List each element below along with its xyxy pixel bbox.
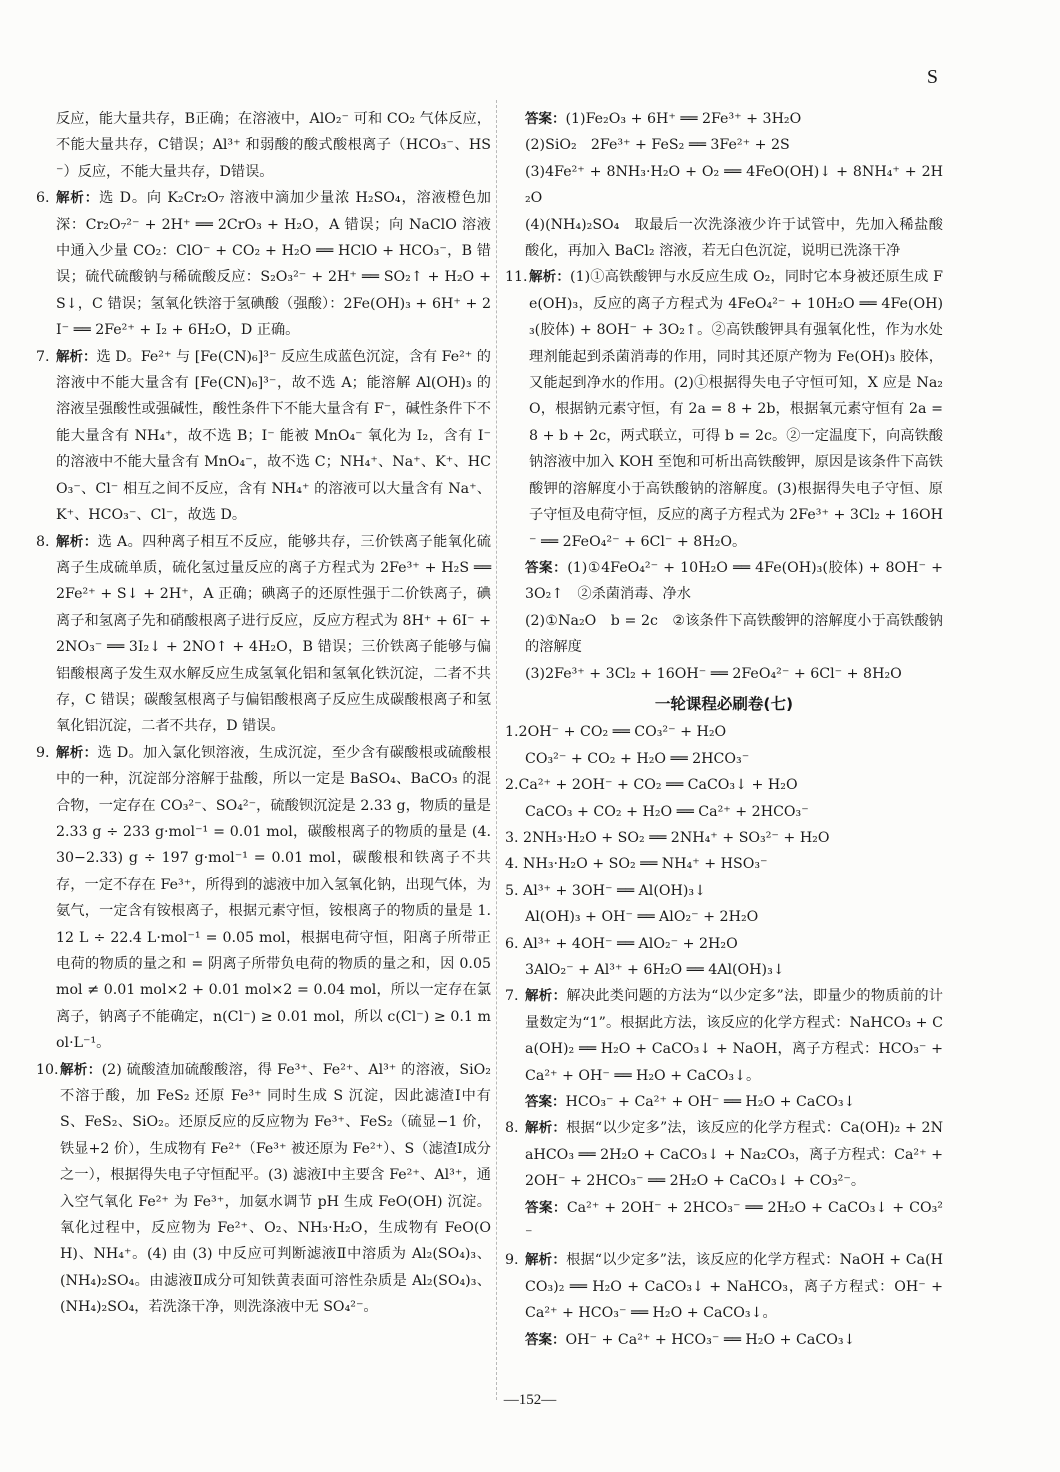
question-11-answer	[505, 555, 943, 687]
answer-label: 答案：	[525, 1331, 566, 1348]
equation-line: Al(OH)₃ + OH⁻ ══ AlO₂⁻ + 2H₂O	[525, 909, 759, 926]
analysis-label: 解析：	[56, 348, 97, 365]
equation-line: CO₃²⁻ + CO₂ + H₂O ══ 2HCO₃⁻	[525, 750, 750, 767]
analysis-text: (1)①高铁酸钾与水反应生成 O₂，同时它本身被还原生成 Fe(OH)₃，反应的离子方程式为 4FeO₄²⁻ + 10H₂O ══ 4Fe(OH)₃(胶体) + 8OH⁻ + 3O₂↑。②高铁酸钾具有强氧化性，作为水处理剂能起到杀菌消毒的作用，同时其还原产物为 Fe(OH)₃ 胶体，又能起到净水的作用。(2)①根据得失电子守恒可知，X 应是 Na₂O，根据钠元素守恒，有 2a = 8 + 2b，根据氧元素守恒有 2a = 8 + b + 2c，两式联立，可得 b = 2c。②一定温度下，向高铁酸钠溶液中加入 KOH 至饱和可析出高铁酸钾，原因是该条件下高铁酸钾的溶解度小于高铁酸钠的溶解度。(3)根据得失电子守恒、原子守恒及电荷守恒，反应的离子方程式为 2Fe³⁺ + 3Cl₂ + 16OH⁻ ══ 2FeO₄²⁻ + 6Cl⁻ + 8H₂O。	[529, 269, 944, 550]
analysis-text: 根据“以少定多”法，该反应的化学方程式：Ca(OH)₂ + 2NaHCO₃ ══ 2H₂O + CaCO₃↓ + Na₂CO₃，离子方程式：Ca²⁺ + 2OH⁻ + 2HCO₃⁻ ══ 2H₂O + CaCO₃↓ + CO₃²⁻。	[525, 1120, 943, 1190]
question-number: 6.	[36, 190, 50, 207]
left-column	[36, 106, 491, 1321]
answer-line: (2)①Na₂O b = 2c ②该条件下高铁酸钾的溶解度小于高铁酸钠的溶解度	[525, 612, 943, 656]
question-7-explanation	[36, 344, 491, 529]
answer-line: HCO₃⁻ + Ca²⁺ + OH⁻ ══ H₂O + CaCO₃↓	[565, 1094, 856, 1111]
analysis-text: 选 D。加入氯化钡溶液，生成沉淀，至少含有碳酸根或硫酸根中的一种，沉淀部分溶解于盐酸，所以一定是 BaSO₄、BaCO₃ 的混合物，一定存在 CO₃²⁻、SO₄²⁻，硫酸钡沉淀是 2.33 g，物质的量是 2.33 g ÷ 233 g·mol⁻¹ = 0.01 mol，碳酸根离子的物质的量是 (4.30−2.33) g ÷ 197 g·mol⁻¹ = 0.01 mol，碳酸根和铁离子不共存，一定不存在 Fe³⁺，所得到的滤液中加入氢氧化钠，出现气体，为氨气，一定含有铵根离子，根据元素守恒，铵根离子的物质的量是 1.12 L ÷ 22.4 L·mol⁻¹ = 0.05 mol，根据电荷守恒，阳离子所带正电荷的物质的量之和 = 阴离子所带负电荷的物质的量之和，因 0.05 mol ≠ 0.01 mol×2 + 0.01 mol×2 = 0.04 mol，所以一定存在氯离子，钠离子不能确定，n(Cl⁻) ≥ 0.01 mol，所以 c(Cl⁻) ≥ 0.1 mol·L⁻¹。	[56, 744, 492, 1052]
analysis-label: 解析：	[525, 1252, 567, 1269]
analysis-text: 解决此类问题的方法为“以少定多”法，即量少的物质前的计量数定为“1”。根据此方法，该反应的化学方程式：NaHCO₃ + Ca(OH)₂ ══ H₂O + CaCO₃↓ + NaOH，离子方程式：HCO₃⁻ + Ca²⁺ + OH⁻ ══ H₂O + CaCO₃↓。	[525, 988, 943, 1084]
equation-line: 3AlO₂⁻ + Al³⁺ + 6H₂O ══ 4Al(OH)₃↓	[525, 962, 785, 978]
question-number: 7.	[505, 988, 519, 1005]
analysis-text: 选 A。四种离子相互不反应，能够共存，三价铁离子能氧化硫离子生成硫单质，硫化氢过量反应的离子方程式为 2Fe³⁺ + H₂S ══ 2Fe²⁺ + S↓ + 2H⁺，A 正确；碘离子的还原性强于二价铁离子，碘离子和氢离子先和硝酸根离子进行反应，反应方程式为 8H⁺ + 6I⁻ + 2NO₃⁻ ══ 3I₂↓ + 2NO↑ + 4H₂O，B 错误；三价铁离子能够与偏铝酸根离子发生双水解反应生成氢氧化铝和氢氧化铁沉淀，二者不共存，C 错误；碳酸氢根离子与偏铝酸根离子反应生成碳酸根离子和氢氧化铝沉淀，二者不共存，D 错误。	[56, 533, 491, 735]
question-number: 8.	[505, 1120, 519, 1137]
answer-line: (4)(NH₄)₂SO₄ 取最后一次洗涤液少许于试管中，先加入稀盐酸酸化，再加入 BaCl₂ 溶液，若无白色沉淀，说明已洗涤干净	[525, 216, 943, 260]
question-10-answer	[505, 106, 943, 264]
question-10-explanation	[36, 1057, 491, 1321]
answer-label: 答案：	[525, 111, 566, 127]
analysis-text: 选 D。Fe²⁺ 与 [Fe(CN)₆]³⁻ 反应生成蓝色沉淀，含有 Fe²⁺ 的溶液中不能大量含有 [Fe(CN)₆]³⁻，故不选 A；能溶解 Al(OH)₃ 的溶液呈强酸性或强碱性，酸性条件下不能大量含有 F⁻，碱性条件下不能大量含有 NH₄⁺，故不选 B；I⁻ 能被 MnO₄⁻ 氧化为 I₂，含有 I⁻ 的溶液中不能大量含有 MnO₄⁻，故不选 C；NH₄⁺、Na⁺、K⁺、HCO₃⁻、Cl⁻ 相互之间不反应，含有 NH₄⁺ 的溶液可以大量含有 Na⁺、K⁺、HCO₃⁻、Cl⁻，故选 D。	[56, 348, 491, 524]
analysis-label: 解析：	[56, 190, 100, 207]
question-11-explanation	[505, 264, 943, 554]
answer-line: OH⁻ + Ca²⁺ + HCO₃⁻ ══ H₂O + CaCO₃↓	[565, 1331, 856, 1348]
answer-line: (3)2Fe³⁺ + 3Cl₂ + 16OH⁻ ══ 2FeO₄²⁻ + 6Cl⁻ + 8H₂O	[525, 665, 902, 682]
question-9-explanation	[505, 1247, 943, 1326]
question-6-explanation	[36, 185, 491, 343]
answer-label: 答案：	[525, 1094, 566, 1111]
answer-label: 答案：	[525, 1199, 567, 1216]
question-number: 9.	[36, 744, 50, 761]
question-number: 7.	[36, 348, 50, 365]
right-column	[505, 106, 943, 1353]
analysis-text: 根据“以少定多”法，该反应的化学方程式：NaOH + Ca(HCO₃)₂ ══ H₂O + CaCO₃↓ + NaHCO₃，离子方程式：OH⁻ + Ca²⁺ + HCO₃⁻ ══ H₂O + CaCO₃↓。	[525, 1252, 944, 1322]
equation-line: 6. Al³⁺ + 4OH⁻ ══ AlO₂⁻ + 2H₂O	[505, 935, 738, 952]
equation-line: 4. NH₃·H₂O + SO₂ ══ NH₄⁺ + HSO₃⁻	[505, 856, 768, 873]
analysis-label: 解析：	[60, 1061, 102, 1078]
page-number: —152—	[503, 1392, 557, 1408]
analysis-text: (2) 硫酸渣加硫酸酸溶，得 Fe³⁺、Fe²⁺、Al³⁺ 的溶液，SiO₂ 不溶于酸，加 FeS₂ 还原 Fe³⁺ 同时生成 S 沉淀，因此滤渣Ⅰ中有 S、FeS₂、SiO₂。还原反应的反应物为 Fe³⁺、FeS₂（硫显−1 价，铁显+2 价），生成物有 Fe²⁺（Fe³⁺ 被还原为 Fe²⁺）、S（滤渣Ⅰ成分之一），根据得失电子守恒配平。(3) 滤液Ⅰ中主要含 Fe²⁺、Al³⁺，通入空气氧化 Fe²⁺ 为 Fe³⁺，加氨水调节 pH 生成 FeO(OH) 沉淀。氧化过程中，反应物为 Fe²⁺、O₂、NH₃·H₂O，生成物有 FeO(OH)、NH₄⁺。(4) 由 (3) 中反应可判断滤液Ⅱ中溶质为 Al₂(SO₄)₃、(NH₄)₂SO₄。由滤液Ⅱ成分可知铁黄表面可溶性杂质是 Al₂(SO₄)₃、(NH₄)₂SO₄，若洗涤干净，则洗涤液中无 SO₄²⁻。	[60, 1061, 491, 1316]
analysis-label: 解析：	[529, 269, 571, 286]
answer-line: Ca²⁺ + 2OH⁻ + 2HCO₃⁻ ══ 2H₂O + CaCO₃↓ + CO₃²⁻	[525, 1199, 943, 1243]
question-7-explanation	[505, 983, 943, 1089]
analysis-label: 解析：	[56, 744, 98, 761]
answer-line: (1)①4FeO₄²⁻ + 10H₂O ══ 4Fe(OH)₃(胶体) + 8OH⁻ + 3O₂↑ ②杀菌消毒、净水	[525, 559, 943, 603]
equation-line: 3. 2NH₃·H₂O + SO₂ ══ 2NH₄⁺ + SO₃²⁻ + H₂O	[505, 829, 830, 846]
equation-line: 1.2OH⁻ + CO₂ ══ CO₃²⁻ + H₂O	[505, 724, 727, 741]
equation-line: 5. Al³⁺ + 3OH⁻ ══ Al(OH)₃↓	[505, 882, 706, 899]
answer-line: (1)Fe₂O₃ + 6H⁺ ══ 2Fe³⁺ + 3H₂O	[565, 111, 802, 127]
question-8-answer	[505, 1195, 943, 1248]
question-number: 10.	[36, 1061, 59, 1078]
analysis-label: 解析：	[525, 988, 567, 1005]
analysis-text: 选 D。向 K₂Cr₂O₇ 溶液中滴加少量浓 H₂SO₄，溶液橙色加深：Cr₂O₇²⁻ + 2H⁺ ══ 2CrO₃ + H₂O，A 错误；向 NaClO 溶液中通入少量 CO₂：ClO⁻ + CO₂ + H₂O ══ HClO + HCO₃⁻，B 错误；硫代硫酸钠与稀硫酸反应：S₂O₃²⁻ + 2H⁺ ══ SO₂↑ + H₂O + S↓，C 错误；氢氧化铁溶于氢碘酸（强酸）：2Fe(OH)₃ + 6H⁺ + 2I⁻ ══ 2Fe²⁺ + I₂ + 6H₂O，D 正确。	[56, 190, 491, 339]
continued-answer: 反应，能大量共存，B正确；在溶液中，AlO₂⁻ 可和 CO₂ 气体反应，不能大量共存，C错误；Al³⁺ 和弱酸的酸式酸根离子（HCO₃⁻、HS⁻）反应，不能大量共存，D错误。	[56, 111, 491, 180]
question-8-explanation	[505, 1115, 943, 1194]
question-number: 11.	[505, 269, 528, 286]
section-title: 一轮课程必刷卷(七)	[654, 694, 794, 713]
equation-line: 2.Ca²⁺ + 2OH⁻ + CO₂ ══ CaCO₃↓ + H₂O	[505, 777, 798, 794]
question-9-explanation	[36, 740, 491, 1057]
analysis-label: 解析：	[525, 1120, 567, 1137]
question-number: 8.	[36, 533, 50, 550]
question-number: 9.	[505, 1252, 519, 1269]
answer-line: (3)4Fe²⁺ + 8NH₃·H₂O + O₂ ══ 4FeO(OH)↓ + 8NH₄⁺ + 2H₂O	[525, 163, 943, 207]
question-8-explanation	[36, 529, 491, 740]
column-divider	[496, 100, 497, 1400]
question-7-answer	[505, 1089, 943, 1115]
answer-label: 答案：	[525, 559, 568, 576]
equation-line: CaCO₃ + CO₂ + H₂O ══ Ca²⁺ + 2HCO₃⁻	[525, 803, 809, 820]
question-9-answer	[505, 1327, 943, 1353]
analysis-label: 解析：	[56, 533, 98, 550]
answer-line: (2)SiO₂ 2Fe³⁺ + FeS₂ ══ 3Fe²⁺ + 2S	[525, 137, 790, 154]
page-corner-mark: S	[926, 66, 938, 88]
